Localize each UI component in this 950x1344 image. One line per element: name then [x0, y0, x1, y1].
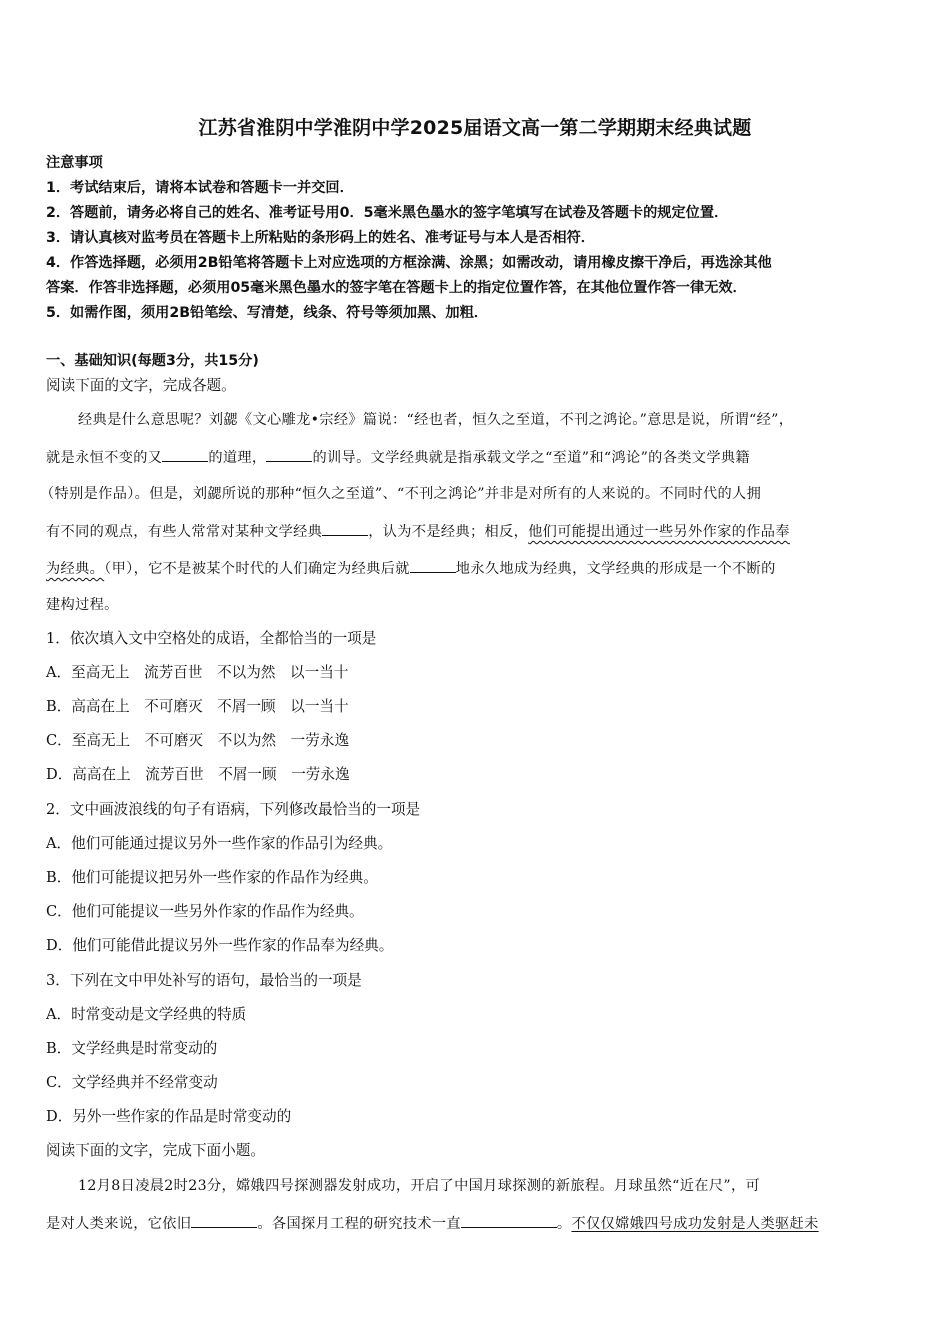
- fill-blank: [410, 558, 456, 573]
- underlined-sentence: 不仅仅嫦娥四号成功发射是人类驱赶未: [571, 1216, 819, 1232]
- passage-line: 有不同的观点，有些人常常对某种文学经典 ，认为不是经典；相反，他们可能提出通过一些另外作家的作品奉: [46, 521, 790, 542]
- notice-item: 2．答题前，请务必将自己的姓名、准考证号用0．5毫米黑色墨水的签字笔填写在试卷及答题卡的规定位置．: [46, 205, 729, 221]
- notice-heading: 注意事项: [46, 155, 103, 171]
- question-option: B．他们可能提议把另外一些作家的作品作为经典。: [46, 869, 378, 886]
- page-title: 江苏省淮阴中学淮阴中学2025届语文高一第二学期期末经典试题: [198, 117, 752, 139]
- question-option: A．他们可能通过提议另外一些作家的作品引为经典。: [46, 835, 393, 852]
- fill-blank: [461, 1213, 557, 1228]
- fill-blank: [191, 1213, 257, 1228]
- question-option: A．至高无上 流芳百世 不以为然 以一当十: [46, 664, 349, 681]
- question-option: C．文学经典并不经常变动: [46, 1074, 218, 1091]
- passage-line: 12月8日凌晨2时23分，嫦娥四号探测器发射成功，开启了中国月球探测的新旅程。月球虽然“近在尺”，可: [78, 1178, 761, 1194]
- question-option: A．时常变动是文学经典的特质: [46, 1006, 247, 1023]
- question-option: D．另外一些作家的作品是时常变动的: [46, 1108, 292, 1125]
- question-option: D．他们可能借此提议另外一些作家的作品奉为经典。: [46, 937, 394, 954]
- notice-item: 4．作答选择题，必须用2B铅笔将答题卡上对应选项的方框涂满、涂黑；如需改动，请用橡皮擦干净后，再选涂其他: [46, 255, 772, 271]
- passage-line: 是对人类来说，它依旧 。各国探月工程的研究技术一直 。不仅仅嫦娥四号成功发射是人类驱赶未: [46, 1213, 819, 1234]
- notice-item: 5．如需作图，须用2B铅笔绘、写清楚，线条、符号等须加黑、加粗．: [46, 305, 488, 321]
- passage-line: （特别是作品）。但是，刘勰所说的那种“恒久之至道”、“不刊之鸿论”并非是对所有的人来说的。不同时代的人拥: [40, 486, 762, 502]
- passage-line: 就是永恒不变的又 的道理， 的训导。文学经典就是指承载文学之“至道”和“鸿论”的各类文学典籍: [46, 447, 750, 468]
- question-stem: 2．文中画波浪线的句子有语病，下列修改最恰当的一项是: [46, 801, 421, 818]
- passage-line: 建构过程。: [46, 597, 119, 613]
- fill-blank: [162, 447, 208, 462]
- question-option: D．高高在上 流芳百世 不屑一顾 一劳永逸: [46, 766, 350, 783]
- question-stem: 1．依次填入文中空格处的成语，全都恰当的一项是: [46, 630, 377, 647]
- question-stem: 3．下列在文中甲处补写的语句，最恰当的一项是: [46, 972, 362, 989]
- passage-line: 为经典。（甲），它不是被某个时代的人们确定为经典后就 地永久地成为经典，文学经典的形成是一个不断的: [46, 558, 776, 579]
- question-option: B．高高在上 不可磨灭 不屑一顾 以一当十: [46, 698, 349, 715]
- notice-item: 3．请认真核对监考员在答题卡上所粘贴的条形码上的姓名、准考证号与本人是否相符．: [46, 230, 595, 246]
- question-option: C．他们可能提议一些另外作家的作品作为经典。: [46, 903, 364, 920]
- question-option: C．至高无上 不可磨灭 不以为然 一劳永逸: [46, 732, 350, 749]
- question-option: B．文学经典是时常变动的: [46, 1040, 218, 1057]
- fill-blank: [322, 521, 368, 536]
- fill-blank: [266, 447, 312, 462]
- reading-instruction: 阅读下面的文字，完成各题。: [46, 377, 236, 394]
- notice-item: 1．考试结束后，请将本试卷和答题卡一并交回．: [46, 180, 354, 196]
- notice-item: 答案．作答非选择题，必须用05毫米黑色墨水的签字笔在答题卡上的指定位置作答，在其他位置作答一律无效．: [46, 280, 747, 296]
- wavy-underlined-sentence: 他们可能提出通过一些另外作家的作品奉: [528, 524, 790, 540]
- reading-instruction: 阅读下面的文字，完成下面小题。: [46, 1142, 265, 1159]
- wavy-underlined-sentence: 为经典。: [46, 561, 105, 577]
- section-heading: 一、基础知识(每题3分，共15分): [46, 353, 259, 369]
- passage-line: 经典是什么意思呢？刘勰《文心雕龙•宗经》篇说：“经也者，恒久之至道，不刊之鸿论。”意思是说，所谓“经”，: [78, 412, 794, 428]
